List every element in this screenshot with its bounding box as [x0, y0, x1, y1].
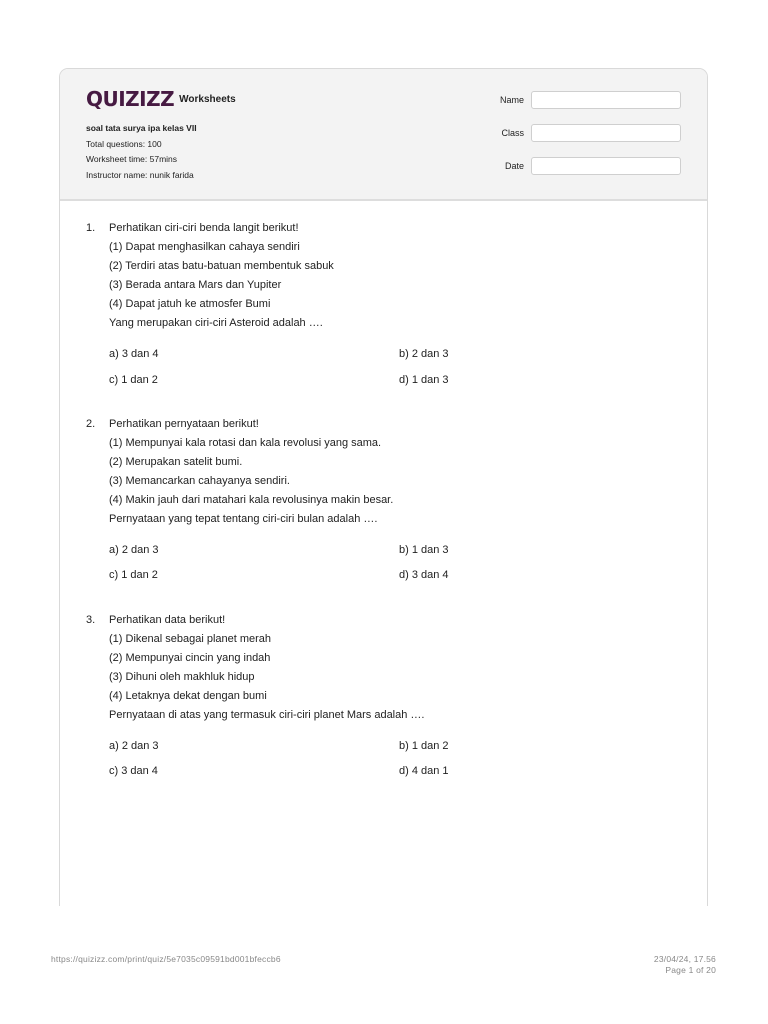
- footer-datetime: 23/04/24, 17.56: [653, 954, 716, 964]
- question-line: Perhatikan data berikut!: [109, 614, 226, 626]
- answer-option-b: b) 1 dan 3: [399, 544, 449, 556]
- name-input[interactable]: [531, 91, 681, 109]
- answer-option-a: a) 3 dan 4: [109, 348, 159, 360]
- name-field: [480, 91, 682, 109]
- question-line: (3) Berada antara Mars dan Yupiter: [109, 279, 282, 291]
- class-field: [480, 124, 682, 142]
- question-line: (2) Merupakan satelit bumi.: [109, 456, 243, 468]
- class-input[interactable]: [531, 124, 681, 142]
- footer-url: https://quizizz.com/print/quiz/5e7035c09591bd001bfeccb6: [51, 954, 281, 964]
- question-line: Perhatikan pernyataan berikut!: [109, 418, 259, 430]
- question-number: 2.: [86, 418, 96, 430]
- footer-page-number: Page 1 of 20: [665, 965, 716, 975]
- question-line: Yang merupakan ciri-ciri Asteroid adalah ….: [109, 317, 323, 329]
- question-stem: [109, 219, 334, 333]
- question-line: (1) Mempunyai kala rotasi dan kala revolusi yang sama.: [109, 437, 382, 449]
- footer-info: [654, 954, 716, 976]
- answer-option-b: b) 1 dan 2: [399, 740, 449, 752]
- name-label: Name: [499, 95, 524, 105]
- answer-option-a: a) 2 dan 3: [109, 544, 159, 556]
- question-line: (2) Mempunyai cincin yang indah: [109, 652, 271, 664]
- question-line: Pernyataan di atas yang termasuk ciri-ciri planet Mars adalah ….: [109, 709, 425, 721]
- worksheet-page: [59, 68, 708, 906]
- question-line: (1) Dapat menghasilkan cahaya sendiri: [109, 241, 300, 253]
- question-number: 3.: [86, 614, 96, 626]
- instructor-name: Instructor name: nunik farida: [86, 169, 194, 180]
- worksheet-header: [60, 69, 707, 201]
- answer-option-b: b) 2 dan 3: [399, 348, 449, 360]
- answer-option-c: c) 1 dan 2: [109, 569, 158, 581]
- answer-option-c: c) 3 dan 4: [109, 765, 158, 777]
- question-line: Pernyataan yang tepat tentang ciri-ciri bulan adalah ….: [109, 513, 378, 525]
- total-questions: Total questions: 100: [86, 138, 162, 149]
- answer-option-a: a) 2 dan 3: [109, 740, 159, 752]
- question-stem: [109, 415, 393, 529]
- question-line: (2) Terdiri atas batu-batuan membentuk sabuk: [109, 260, 334, 272]
- question-number: 1.: [86, 222, 96, 234]
- logo-subtitle: Worksheets: [179, 93, 236, 105]
- worksheet-title: soal tata surya ipa kelas VII: [86, 123, 197, 133]
- answer-option-d: d) 1 dan 3: [399, 374, 449, 386]
- question-line: (4) Makin jauh dari matahari kala revolusinya makin besar.: [109, 494, 394, 506]
- worksheet-meta: [86, 121, 197, 183]
- date-input[interactable]: [531, 157, 681, 175]
- question-line: (4) Dapat jatuh ke atmosfer Bumi: [109, 298, 271, 310]
- logo-wordmark: QUIZIZZ: [86, 87, 175, 111]
- question-stem: [109, 611, 424, 725]
- quizizz-logo: [86, 87, 236, 111]
- answer-option-d: d) 3 dan 4: [399, 569, 449, 581]
- class-label: Class: [501, 128, 524, 138]
- answer-option-c: c) 1 dan 2: [109, 374, 158, 386]
- date-field: [480, 157, 682, 175]
- date-label: Date: [504, 161, 524, 171]
- question-line: (3) Memancarkan cahayanya sendiri.: [109, 475, 290, 487]
- question-line: (1) Dikenal sebagai planet merah: [109, 633, 272, 645]
- question-line: (3) Dihuni oleh makhluk hidup: [109, 671, 255, 683]
- worksheet-time: Worksheet time: 57mins: [86, 154, 178, 164]
- answer-option-d: d) 4 dan 1: [399, 765, 449, 777]
- question-line: (4) Letaknya dekat dengan bumi: [109, 690, 267, 702]
- question-line: Perhatikan ciri-ciri benda langit berikut!: [109, 222, 299, 234]
